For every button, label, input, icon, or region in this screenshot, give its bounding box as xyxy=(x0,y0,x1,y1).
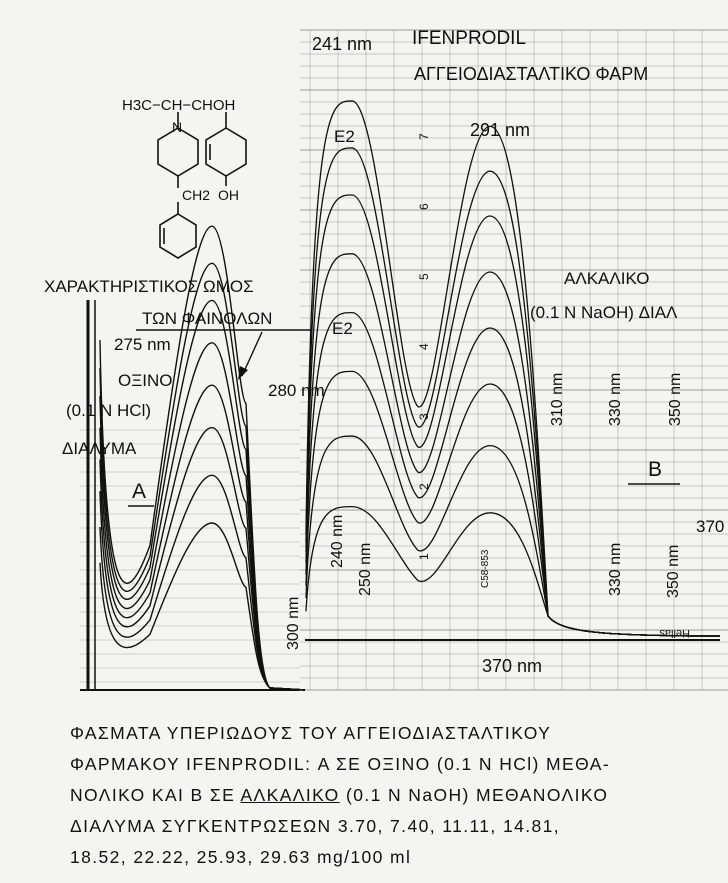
series-line-acidic-6 xyxy=(100,300,305,690)
wl-label-370-edge: 370 xyxy=(696,517,725,536)
chart-subtitle: ΑΓΓΕΙΟΔΙΑΣΤΑΛΤΙΚΟ ΦΑΡΜ xyxy=(414,64,649,84)
caption-line-2: ΦΑΡΜΑΚΟΥ IFENPRODIL: Α ΣΕ ΟΞΙΝΟ (0.1 N HCl) ΜΕΘΑ- xyxy=(70,754,611,774)
caption-line-3 xyxy=(70,780,690,811)
band-label-e2-lower: E2 xyxy=(332,319,353,338)
axis-tick-4: 4 xyxy=(417,343,431,350)
axis-tick-6: 6 xyxy=(417,203,431,210)
axis-tick-5: 5 xyxy=(417,273,431,280)
wl-label-350b: 350 nm xyxy=(665,544,682,598)
solvent-b-line1: ΑΛΚΑΛΙΚΟ xyxy=(564,269,650,288)
wl-label-350a: 350 nm xyxy=(667,372,684,426)
peak-label-241: 241 nm xyxy=(312,34,373,54)
solvent-a-line3: ΔΙΑΛΥΜΑ xyxy=(62,439,137,458)
series-line-acidic-4 xyxy=(100,385,305,690)
series-line-acidic-3 xyxy=(100,428,305,690)
caption-line-3-pre: ΝΟΛΙΚΟ ΚΑΙ Β ΣΕ xyxy=(70,785,241,805)
band-label-e2-upper: E2 xyxy=(334,127,355,146)
peak-label-280: 280 nm xyxy=(268,381,325,400)
shoulder-label-1: ΧΑΡΑΚΤΗΡΙΣΤΙΚΟΣ ΩΜΟΣ xyxy=(44,277,254,296)
solvent-b-line2: (0.1 N NaOH) ΔΙΑΛ xyxy=(530,303,678,322)
axis-tick-3: 3 xyxy=(417,413,431,420)
chart-title: IFENPRODIL xyxy=(412,28,527,49)
caption-line-4: ΔΙΑΛΥΜΑ ΣΥΓΚΕΝΤΡΩΣΕΩΝ 3.70, 7.40, 11.11, 14.81, xyxy=(70,816,561,836)
wl-label-250: 250 nm xyxy=(357,542,374,596)
peak-label-291: 291 nm xyxy=(470,120,531,140)
caption-line-3-post: (0.1 N NaOH) ΜΕΘΑΝΟΛΙΚΟ xyxy=(339,785,609,805)
peak-label-275: 275 nm xyxy=(114,335,171,354)
axis-tick-1: 1 xyxy=(417,553,431,560)
caption-line-1: ΦΑΣΜΑΤΑ ΥΠΕΡΙΩΔΟΥΣ ΤΟΥ ΑΓΓΕΙΟΔΙΑΣΤΑΛΤΙΚΟΥ xyxy=(70,723,552,743)
chart-code: C58-853 xyxy=(480,549,491,588)
structure-ch2: CH2 xyxy=(182,187,211,203)
caption-line-3-underlined: ΑΛΚΑΛΙΚΟ xyxy=(240,785,340,805)
structure-n: N xyxy=(172,119,183,135)
figure-caption xyxy=(70,718,690,873)
wl-label-240: 240 nm xyxy=(329,514,346,568)
paper-stamp: Hellas xyxy=(659,627,690,639)
benzyl-ring xyxy=(160,214,196,258)
wl-label-310: 310 nm xyxy=(549,372,566,426)
axis-tick-7: 7 xyxy=(417,133,431,140)
caption-line-5: 18.52, 22.22, 25.93, 29.63 mg/100 ml xyxy=(70,847,412,867)
structure-row1: H3C−CH−CHOH xyxy=(122,97,236,114)
panel-b-label: B xyxy=(648,458,663,481)
solvent-a-line2: (0.1 N HCl) xyxy=(66,401,152,420)
wl-label-330a: 330 nm xyxy=(607,372,624,426)
piperidine-ring xyxy=(158,128,198,176)
wl-label-370: 370 nm xyxy=(482,656,543,676)
axis-tick-2: 2 xyxy=(417,483,431,490)
solvent-a-line1: ΟΞΙΝΟ xyxy=(118,371,173,390)
panel-a-label: A xyxy=(132,480,147,503)
phenol-ring xyxy=(206,128,246,176)
structure-oh: OH xyxy=(218,187,239,203)
series-line-acidic-1 xyxy=(100,523,305,690)
shoulder-label-2: ΤΩΝ ΦΑΙΝΟΛΩΝ xyxy=(142,309,273,328)
wl-label-330b: 330 nm xyxy=(607,542,624,596)
wl-label-300: 300 nm xyxy=(285,596,302,650)
